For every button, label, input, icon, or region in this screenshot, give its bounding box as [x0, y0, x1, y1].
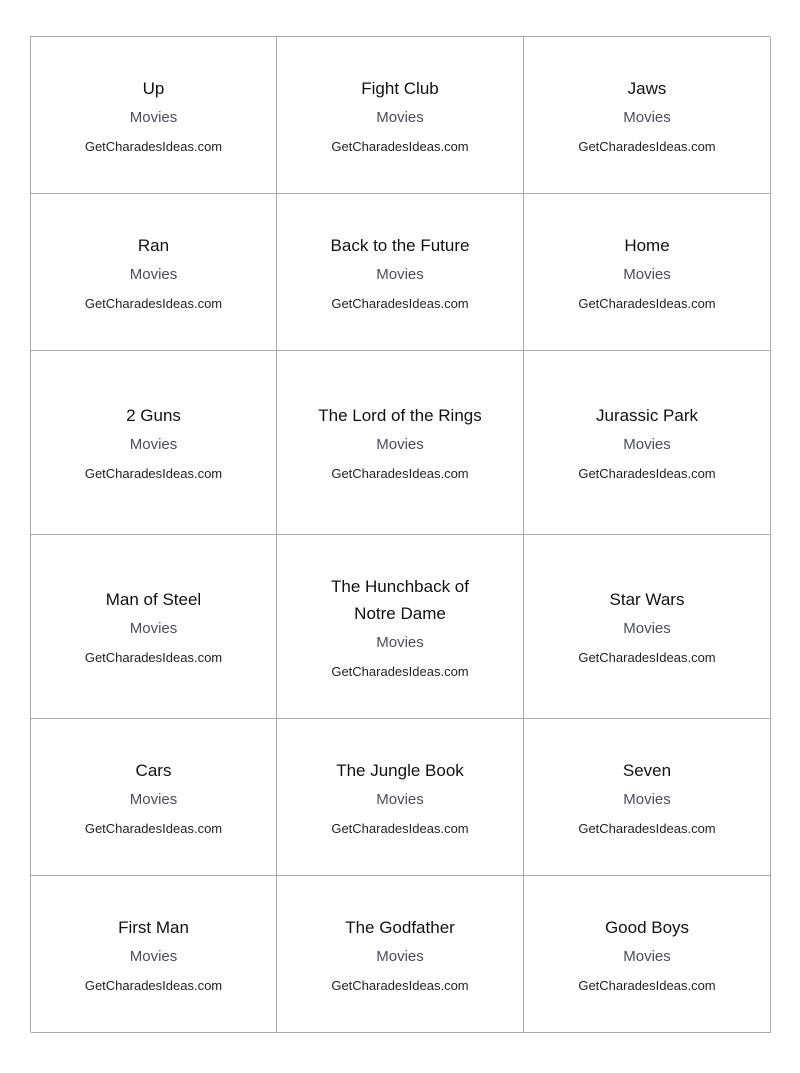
card-category: Movies [129, 436, 178, 453]
card-site: GetCharadesIdeas.com [84, 138, 223, 154]
card-site: GetCharadesIdeas.com [578, 820, 716, 836]
card-title: The Hunchback of Notre Dame [331, 576, 469, 623]
charades-card [277, 194, 524, 351]
card-category: Movies [129, 790, 178, 808]
card-category: Movies [623, 108, 671, 126]
card-site: GetCharadesIdeas.com [331, 663, 469, 679]
card-title: Back to the Future [330, 235, 470, 255]
card-title: Jurassic Park [595, 406, 699, 425]
card-site: GetCharadesIdeas.com [578, 977, 716, 993]
card-site: GetCharadesIdeas.com [331, 466, 469, 481]
card-title: Jaws [627, 78, 667, 98]
charades-card [277, 351, 524, 535]
charades-card [31, 351, 277, 535]
card-site: GetCharadesIdeas.com [84, 650, 223, 665]
card-site: GetCharadesIdeas.com [331, 138, 469, 154]
card-category: Movies [376, 436, 424, 453]
card-site: GetCharadesIdeas.com [578, 466, 716, 481]
charades-card [524, 876, 771, 1033]
card-category: Movies [376, 108, 424, 126]
card-title: Seven [622, 760, 672, 780]
card-category: Movies [623, 620, 671, 637]
card-title: The Godfather [345, 917, 455, 937]
card-title: Up [142, 78, 165, 98]
charades-card [31, 876, 277, 1033]
card-site: GetCharadesIdeas.com [578, 295, 716, 311]
card-title: Man of Steel [105, 590, 202, 609]
card-site: GetCharadesIdeas.com [84, 977, 223, 993]
card-site: GetCharadesIdeas.com [578, 650, 716, 665]
charades-card [277, 535, 524, 719]
card-title: Ran [137, 235, 170, 255]
card-site: GetCharadesIdeas.com [578, 138, 716, 154]
card-site: GetCharadesIdeas.com [84, 466, 223, 481]
charades-card [524, 535, 771, 719]
charades-card [31, 37, 277, 194]
charades-card [524, 351, 771, 535]
card-category: Movies [623, 265, 671, 283]
charades-card [31, 194, 277, 351]
card-category: Movies [376, 947, 424, 965]
charades-card [524, 37, 771, 194]
card-title: The Lord of the Rings [318, 406, 482, 425]
card-site: GetCharadesIdeas.com [331, 295, 469, 311]
charades-card [277, 876, 524, 1033]
card-title: The Jungle Book [336, 760, 464, 780]
card-title: Star Wars [609, 590, 685, 609]
card-title: 2 Guns [126, 406, 181, 425]
card-category: Movies [623, 947, 671, 965]
charades-card [524, 194, 771, 351]
card-category: Movies [129, 108, 178, 126]
card-category: Movies [376, 790, 424, 808]
card-title: Cars [135, 760, 172, 780]
card-site: GetCharadesIdeas.com [331, 977, 469, 993]
card-category: Movies [129, 620, 178, 637]
charades-card [277, 719, 524, 876]
charades-card [31, 719, 277, 876]
charades-card [31, 535, 277, 719]
charades-card-grid [30, 36, 770, 1032]
card-category: Movies [623, 436, 671, 453]
card-title: Home [624, 235, 670, 255]
card-category: Movies [376, 265, 424, 283]
card-site: GetCharadesIdeas.com [331, 820, 469, 836]
card-site: GetCharadesIdeas.com [84, 295, 223, 311]
charades-card [277, 37, 524, 194]
card-title: Fight Club [361, 78, 439, 98]
card-category: Movies [623, 790, 671, 808]
card-category: Movies [129, 265, 178, 283]
charades-card [524, 719, 771, 876]
card-site: GetCharadesIdeas.com [84, 820, 223, 836]
card-category: Movies [376, 633, 424, 651]
card-title: Good Boys [604, 917, 690, 937]
card-title: First Man [118, 917, 189, 937]
card-category: Movies [129, 947, 178, 965]
